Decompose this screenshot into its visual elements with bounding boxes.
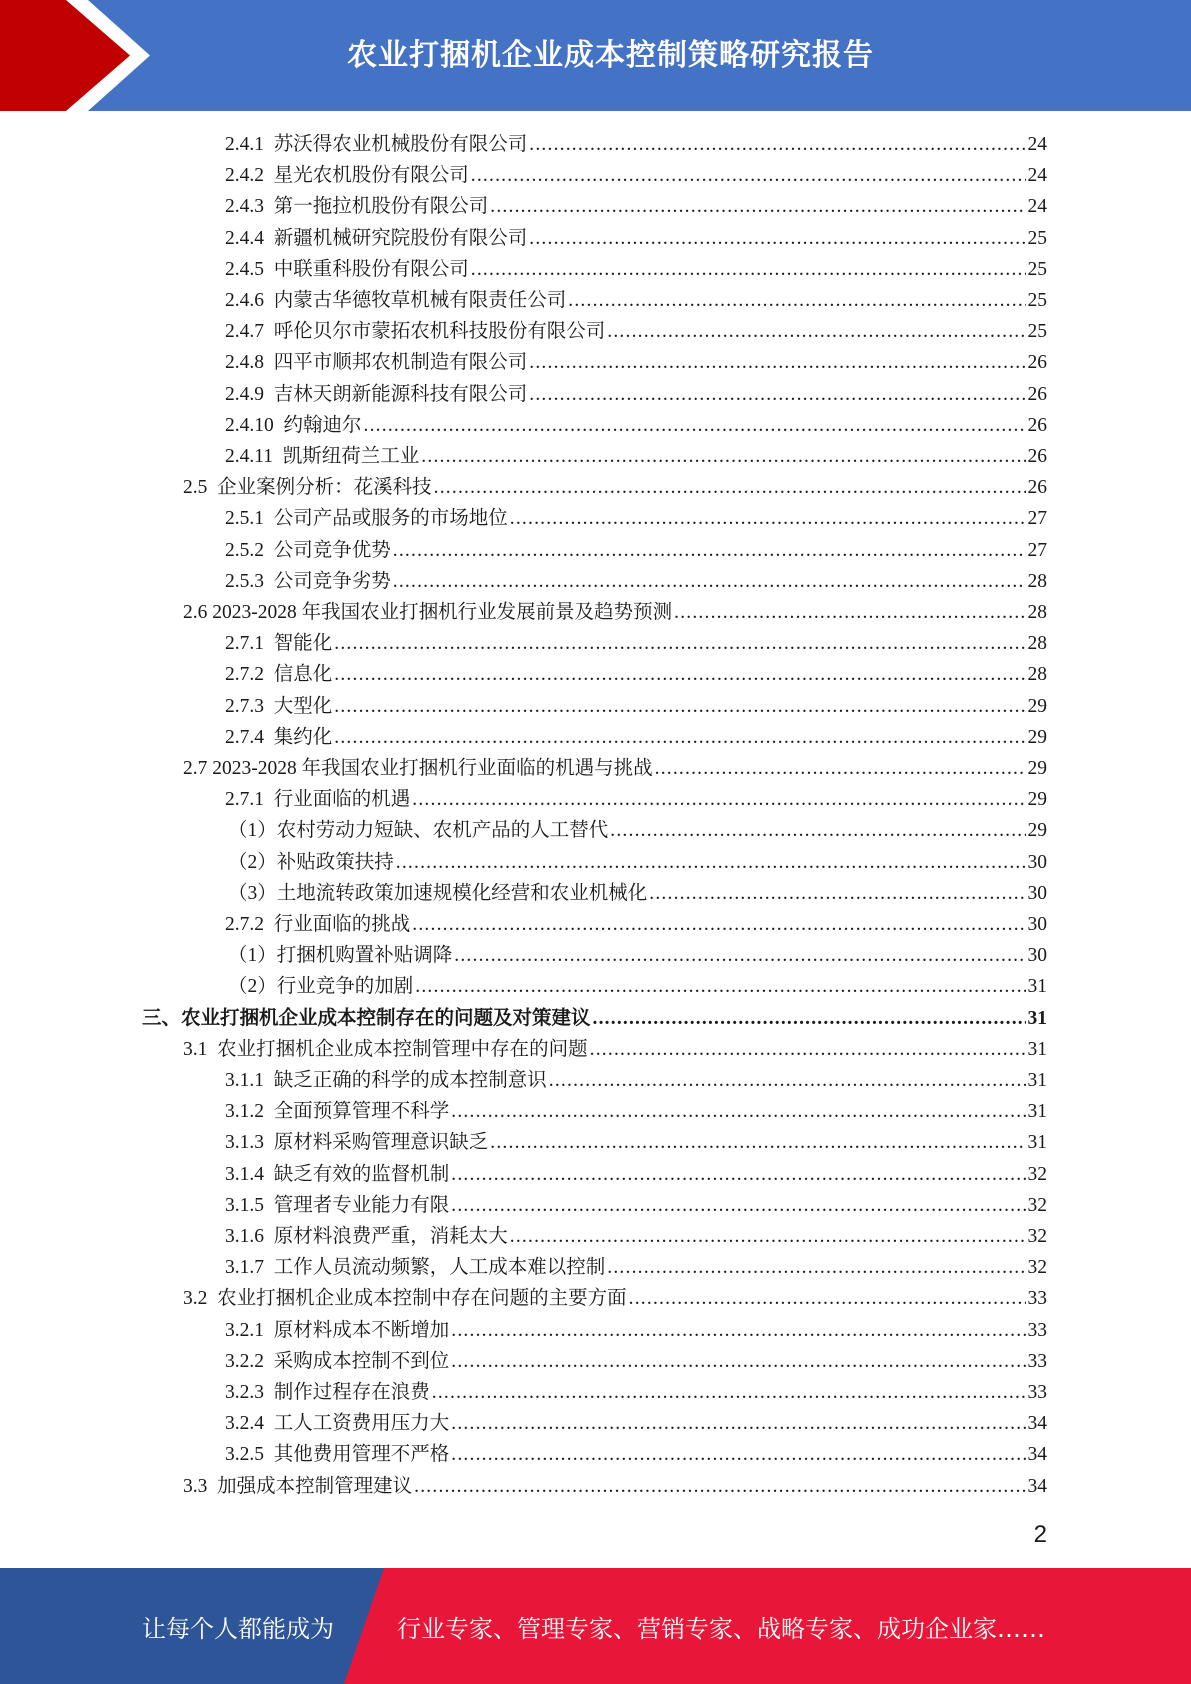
toc-entry-gap: [264, 1225, 274, 1249]
toc-entry-number: 2.7: [183, 758, 208, 779]
toc-dot-leader: [549, 1069, 1026, 1093]
toc-dot-leader: [607, 1256, 1025, 1280]
toc-entry-gap: [264, 289, 274, 313]
toc-entry-title: 原材料采购管理意识缺乏: [273, 1132, 489, 1154]
toc-entry[interactable]: [225, 314, 1047, 344]
toc-dot-leader: [451, 1319, 1025, 1343]
toc-entry[interactable]: [225, 1157, 1047, 1187]
toc-entry[interactable]: [225, 221, 1047, 251]
toc-entry-title: 农业打捆机企业成本控制存在的问题及对策建议: [181, 1007, 591, 1029]
toc-entry-title: 土地流转政策加速规模化经营和农业机械化: [276, 882, 648, 904]
toc-dot-leader: [451, 1100, 1025, 1124]
toc-entry-title: 其他费用管理不严格: [273, 1444, 450, 1466]
toc-entry-title: 新疆机械研究院股份有限公司: [273, 227, 528, 249]
toc-entry-number: 3.2.5: [225, 1444, 264, 1466]
toc-entry-number: 3.2: [183, 1288, 208, 1310]
toc-entry-page: 29: [1027, 758, 1047, 779]
toc-dot-leader: [471, 164, 1026, 188]
toc-entry-gap: [207, 1475, 217, 1499]
toc-entry-gap: [264, 1131, 274, 1155]
toc-dot-leader: [451, 1412, 1025, 1436]
toc-entry-number: 2.5.1: [225, 508, 264, 530]
toc-dot-leader: [529, 351, 1025, 375]
toc-entry-page: 30: [1027, 882, 1047, 904]
toc-entry[interactable]: [225, 533, 1047, 563]
toc-entry-title: 原材料浪费严重，消耗太大: [273, 1226, 508, 1247]
toc-entry-title: 农村劳动力短缺、农机产品的人工替代: [276, 820, 609, 842]
toc-entry[interactable]: [225, 1313, 1047, 1343]
toc-entry-gap: [264, 1350, 274, 1374]
toc-entry-page: 28: [1027, 633, 1047, 655]
toc-entry-title: 智能化: [273, 633, 333, 655]
toc-entry-number: 3.3: [183, 1475, 208, 1497]
toc-entry-page: 33: [1027, 1350, 1047, 1372]
toc-entry-gap: [264, 227, 274, 251]
toc-entry-page: 29: [1027, 726, 1047, 748]
toc-entry[interactable]: [183, 470, 1047, 500]
toc-entry-gap: [264, 539, 274, 563]
toc-entry[interactable]: [225, 626, 1047, 656]
toc-entry[interactable]: [225, 439, 1047, 469]
toc-entry-title: 信息化: [273, 664, 333, 686]
toc-entry-gap: [264, 258, 274, 282]
toc-dot-leader: [451, 1163, 1025, 1187]
toc-entry-title: 加强成本控制管理建议: [217, 1475, 413, 1497]
toc-entry-page: 29: [1027, 820, 1047, 842]
toc-dot-leader: [490, 1131, 1025, 1155]
toc-entry[interactable]: [228, 813, 1047, 843]
toc-entry-number: 3.1.5: [225, 1194, 264, 1216]
toc-entry-number: 3.1.4: [225, 1163, 264, 1185]
toc-entry-page: 27: [1027, 508, 1047, 530]
toc-dot-leader: [593, 1007, 1026, 1031]
toc-entry-gap: [264, 1381, 274, 1405]
toc-entry[interactable]: [225, 283, 1047, 313]
toc-dot-leader: [510, 507, 1026, 531]
toc-entry-number: 3.2.3: [225, 1382, 264, 1403]
toc-entry-title: 缺乏正确的科学的成本控制意识: [273, 1070, 547, 1091]
toc-entry[interactable]: [225, 564, 1047, 594]
toc-entry-page: 32: [1027, 1163, 1047, 1185]
toc-entry-page: 25: [1027, 290, 1047, 311]
toc-entry-title: 农业打捆机企业成本控制中存在问题的主要方面: [217, 1288, 627, 1310]
toc-entry[interactable]: [225, 1344, 1047, 1374]
toc-entry[interactable]: [183, 1032, 1047, 1062]
toc-entry-gap: [264, 320, 274, 344]
footer-slogan-right: 行业专家、管理专家、营销专家、战略专家、成功企业家……: [397, 1615, 1045, 1643]
toc-entry-page: 29: [1027, 789, 1047, 811]
toc-entry-page: 31: [1027, 1132, 1047, 1154]
toc-entry[interactable]: [225, 907, 1047, 937]
toc-dot-leader: [649, 882, 1025, 906]
toc-entry-number: 2.7.2: [225, 914, 264, 935]
toc-entry[interactable]: [228, 969, 1047, 999]
toc-entry-title: 企业案例分析：花溪科技: [217, 477, 432, 499]
toc-entry-page: 31: [1027, 976, 1047, 998]
toc-dot-leader: [364, 414, 1026, 438]
toc-dot-leader: [412, 913, 1025, 937]
toc-entry-number: 2.5: [183, 477, 208, 499]
toc-entry-gap: [264, 383, 274, 407]
toc-entry-title: 公司产品或服务的市场地位: [273, 508, 508, 530]
toc-entry-title: 全面预算管理不科学: [273, 1101, 450, 1123]
toc-entry-title: 缺乏有效的监督机制: [273, 1163, 450, 1185]
toc-entry[interactable]: [183, 1281, 1047, 1311]
toc-entry-page: 26: [1027, 383, 1047, 405]
toc-dot-leader: [334, 663, 1025, 687]
toc-entry-number: 2.7.1: [225, 633, 264, 655]
toc-entry-page: 31: [1027, 1070, 1047, 1091]
toc-dot-leader: [432, 1381, 1026, 1405]
toc-entry[interactable]: [225, 1094, 1047, 1124]
toc-entry[interactable]: [225, 345, 1047, 375]
toc-entry-number: 3.1.3: [225, 1132, 264, 1154]
toc-entry[interactable]: [225, 158, 1047, 188]
toc-entry[interactable]: [225, 1063, 1047, 1093]
toc-entry-title: 公司竞争劣势: [273, 570, 391, 592]
toc-entry-number: 3.1: [183, 1038, 208, 1060]
toc-dot-leader: [393, 570, 1026, 594]
toc-entry-gap: [264, 1319, 274, 1343]
report-footer: [0, 1568, 1191, 1684]
toc-entry[interactable]: [225, 1188, 1047, 1218]
toc-entry-gap: [264, 1100, 274, 1124]
toc-dot-leader: [396, 851, 1026, 875]
toc-entry-title: 2023-2028 年我国农业打捆机行业面临的机遇与挑战: [212, 758, 653, 779]
footer-slogan-left: 让每个人都能成为: [142, 1615, 334, 1643]
toc-entry[interactable]: [142, 1001, 1047, 1031]
toc-entry[interactable]: [225, 1219, 1047, 1249]
toc-entry-gap: [264, 195, 274, 219]
toc-dot-leader: [421, 445, 1025, 469]
toc-entry-page: 28: [1027, 570, 1047, 592]
toc-entry-page: 28: [1027, 602, 1047, 623]
toc-entry-number: 3.2.2: [225, 1350, 264, 1372]
toc-entry-title: 大型化: [273, 695, 333, 717]
toc-dot-leader: [490, 195, 1025, 219]
toc-entry[interactable]: [225, 377, 1047, 407]
toc-entry-title: 2023-2028 年我国农业打捆机行业发展前景及趋势预测: [212, 602, 673, 623]
toc-entry-title: 呼伦贝尔市蒙拓农机科技股份有限公司: [273, 321, 606, 343]
toc-entry-number: 2.5.2: [225, 539, 264, 561]
toc-entry-title: 中联重科股份有限公司: [273, 258, 469, 280]
toc-entry[interactable]: [228, 876, 1047, 906]
toc-entry-page: 25: [1027, 321, 1047, 343]
toc-entry-page: 33: [1027, 1288, 1047, 1310]
toc-entry-title: 打捆机购置补贴调降: [276, 945, 453, 967]
toc-entry[interactable]: [225, 1125, 1047, 1155]
toc-entry[interactable]: [225, 1375, 1047, 1405]
toc-entry-title: 凯斯纽荷兰工业: [282, 446, 420, 467]
toc-entry-title: 原材料成本不断增加: [273, 1319, 450, 1341]
toc-entry[interactable]: [225, 189, 1047, 219]
toc-entry-title: 约翰迪尔: [283, 414, 362, 436]
toc-entry-page: 30: [1027, 914, 1047, 935]
toc-entry-number: 三、: [142, 1007, 182, 1029]
toc-dot-leader: [415, 975, 1025, 999]
toc-entry-number: 2.4.6: [225, 290, 264, 311]
toc-entry-number: 2.4.4: [225, 227, 264, 249]
toc-entry-number: 2.7.4: [225, 726, 264, 748]
toc-entry-gap: [207, 1038, 217, 1062]
toc-entry-page: 31: [1027, 1101, 1047, 1123]
toc-entry-page: 32: [1027, 1226, 1047, 1247]
toc-entry-page: 24: [1027, 134, 1047, 155]
toc-entry[interactable]: [225, 657, 1047, 687]
toc-entry-page: 31: [1027, 1007, 1047, 1029]
toc-entry-page: 33: [1027, 1382, 1047, 1403]
toc-entry-page: 32: [1027, 1257, 1047, 1279]
toc-entry-title: 行业竞争的加剧: [276, 976, 414, 998]
report-header: [0, 0, 1191, 111]
toc-entry-number: 2.4.7: [225, 321, 264, 343]
toc-entry-page: 26: [1027, 414, 1047, 436]
toc-entry-page: 34: [1027, 1475, 1047, 1497]
toc-entry-number: 2.4.1: [225, 134, 264, 155]
toc-entry-title: 内蒙古华德牧草机械有限责任公司: [273, 290, 567, 311]
toc-dot-leader: [451, 1350, 1025, 1374]
toc-entry-gap: [264, 1443, 274, 1467]
toc-entry-title: 管理者专业能力有限: [273, 1194, 450, 1216]
toc-dot-leader: [393, 539, 1026, 563]
toc-entry-number: 2.4.3: [225, 196, 264, 218]
toc-entry-page: 33: [1027, 1319, 1047, 1341]
toc-entry-number: 2.4.10: [225, 414, 274, 436]
toc-entry[interactable]: [183, 595, 1047, 625]
toc-entry-title: 工作人员流动频繁，人工成本难以控制: [273, 1257, 606, 1279]
toc-entry-title: 农业打捆机企业成本控制管理中存在的问题: [217, 1038, 588, 1060]
toc-entry-gap: [274, 414, 284, 438]
toc-entry-gap: [264, 1256, 274, 1280]
toc-entry-gap: [264, 1412, 274, 1436]
toc-entry-title: 吉林天朗新能源科技有限公司: [273, 383, 528, 405]
toc-entry-number: （2）: [228, 976, 277, 998]
toc-entry-number: 2.5.3: [225, 570, 264, 592]
toc-entry-gap: [264, 351, 274, 375]
toc-entry-number: 3.1.2: [225, 1101, 264, 1123]
toc-entry-gap: [264, 913, 274, 937]
toc-dot-leader: [334, 695, 1025, 719]
toc-entry-gap: [264, 1194, 274, 1218]
toc-entry-title: 集约化: [273, 726, 333, 748]
toc-entry[interactable]: [225, 127, 1047, 157]
toc-entry[interactable]: [225, 1406, 1047, 1436]
toc-entry-title: 星光农机股份有限公司: [273, 165, 469, 187]
toc-dot-leader: [451, 1443, 1025, 1467]
toc-entry-page: 27: [1027, 539, 1047, 561]
report-title: 农业打捆机企业成本控制策略研究报告: [347, 38, 874, 73]
toc-dot-leader: [510, 1225, 1026, 1249]
toc-entry[interactable]: [183, 751, 1047, 781]
page-number: 2: [1033, 1521, 1047, 1548]
toc-entry-page: 30: [1027, 851, 1047, 873]
toc-dot-leader: [590, 1038, 1026, 1062]
toc-entry-page: 31: [1027, 1038, 1047, 1060]
toc-entry-gap: [264, 663, 274, 687]
toc-entry-page: 32: [1027, 1194, 1047, 1216]
toc-entry-number: 2.6: [183, 602, 208, 623]
toc-entry[interactable]: [225, 689, 1047, 719]
toc-entry-gap: [264, 133, 274, 157]
toc-entry-gap: [264, 1069, 274, 1093]
toc-entry-number: 2.7.1: [225, 789, 264, 811]
toc-entry[interactable]: [225, 1437, 1047, 1467]
toc-entry-gap: [264, 164, 274, 188]
toc-entry-title: 制作过程存在浪费: [273, 1382, 430, 1403]
toc-dot-leader: [451, 1194, 1025, 1218]
toc-dot-leader: [607, 320, 1025, 344]
toc-entry-gap: [264, 632, 274, 656]
toc-entry-gap: [264, 1163, 274, 1187]
toc-entry-title: 工人工资费用压力大: [273, 1413, 450, 1435]
toc-entry-number: 3.1.6: [225, 1226, 264, 1247]
toc-dot-leader: [471, 258, 1026, 282]
toc-dot-leader: [568, 289, 1025, 313]
toc-entry-page: 34: [1027, 1444, 1047, 1466]
toc-entry-number: 2.7.3: [225, 695, 264, 717]
toc-dot-leader: [412, 788, 1025, 812]
toc-entry-title: 采购成本控制不到位: [273, 1350, 450, 1372]
toc-dot-leader: [334, 726, 1025, 750]
toc-entry-page: 24: [1027, 196, 1047, 218]
toc-entry-page: 28: [1027, 664, 1047, 686]
toc-entry-page: 24: [1027, 165, 1047, 187]
toc-entry-number: （3）: [228, 882, 277, 904]
toc-entry-title: 补贴政策扶持: [276, 851, 394, 873]
toc-dot-leader: [434, 476, 1026, 500]
toc-entry[interactable]: [228, 938, 1047, 968]
toc-entry-page: 26: [1027, 477, 1047, 499]
toc-entry-number: （1）: [228, 820, 277, 842]
toc-dot-leader: [610, 819, 1025, 843]
toc-entry-page: 30: [1027, 945, 1047, 967]
toc-entry-gap: [264, 726, 274, 750]
toc-entry-title: 行业面临的挑战: [273, 914, 411, 935]
toc-entry-gap: [264, 788, 274, 812]
toc-dot-leader: [414, 1475, 1025, 1499]
toc-entry-title: 第一拖拉机股份有限公司: [273, 196, 489, 218]
toc-entry-gap: [207, 1287, 217, 1311]
toc-dot-leader: [334, 632, 1025, 656]
toc-entry-title: 苏沃得农业机械股份有限公司: [273, 134, 528, 155]
toc-dot-leader: [629, 1287, 1026, 1311]
toc-entry[interactable]: [225, 782, 1047, 812]
toc-entry[interactable]: [228, 845, 1047, 875]
toc-dot-leader: [674, 601, 1025, 625]
toc-entry-gap: [264, 695, 274, 719]
toc-dot-leader: [529, 383, 1025, 407]
toc-entry-number: 2.7.2: [225, 664, 264, 686]
toc-entry[interactable]: [225, 501, 1047, 531]
toc-entry-page: 26: [1027, 446, 1047, 467]
toc-entry-number: 2.4.11: [225, 446, 274, 467]
toc-entry-number: 2.4.5: [225, 258, 264, 280]
toc-entry[interactable]: [225, 252, 1047, 282]
toc-entry[interactable]: [183, 1469, 1047, 1499]
toc-entry[interactable]: [225, 408, 1047, 438]
toc-entry-number: （2）: [228, 851, 277, 873]
toc-entry-number: 2.4.8: [225, 352, 264, 374]
toc-entry-title: 行业面临的机遇: [273, 789, 411, 811]
toc-entry-gap: [207, 476, 217, 500]
toc-entry-number: 2.4.2: [225, 165, 264, 187]
toc-entry-title: 公司竞争优势: [273, 539, 391, 561]
toc-entry-gap: [264, 507, 274, 531]
toc-entry-page: 34: [1027, 1413, 1047, 1435]
toc-dot-leader: [655, 757, 1026, 781]
toc-entry[interactable]: [225, 720, 1047, 750]
toc-entry-number: 3.2.1: [225, 1319, 264, 1341]
toc-entry-title: 四平市顺邦农机制造有限公司: [273, 352, 528, 374]
toc-dot-leader: [454, 944, 1025, 968]
toc-entry-page: 25: [1027, 258, 1047, 280]
toc-entry-page: 26: [1027, 352, 1047, 374]
toc-entry-page: 25: [1027, 227, 1047, 249]
toc-entry-number: 3.2.4: [225, 1413, 264, 1435]
toc-entry-number: 3.1.7: [225, 1257, 264, 1279]
toc-entry[interactable]: [225, 1250, 1047, 1280]
toc-entry-gap: [264, 570, 274, 594]
toc-dot-leader: [529, 133, 1025, 157]
toc-entry-page: 29: [1027, 695, 1047, 717]
toc-entry-gap: [273, 445, 283, 469]
toc-entry-number: 3.1.1: [225, 1070, 264, 1091]
toc-entry-number: 2.4.9: [225, 383, 264, 405]
toc-dot-leader: [529, 227, 1025, 251]
toc-entry-number: （1）: [228, 945, 277, 967]
